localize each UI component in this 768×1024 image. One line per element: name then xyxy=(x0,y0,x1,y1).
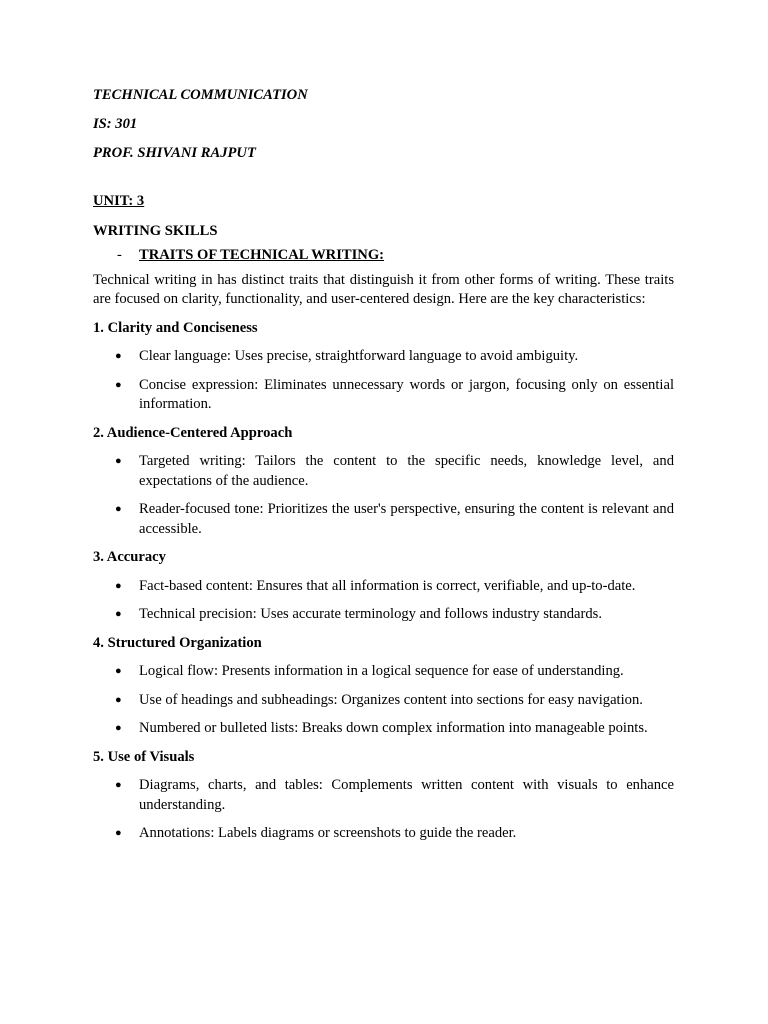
bullet-icon: ● xyxy=(115,455,122,467)
course-title: TECHNICAL COMMUNICATION xyxy=(93,87,308,103)
unit-heading: UNIT: 3 xyxy=(93,193,145,209)
list-item xyxy=(93,452,674,491)
bullet-icon: ● xyxy=(115,779,122,791)
bullet-icon: ● xyxy=(115,722,122,734)
list-item-text: Technical precision: Uses accurate terminology and follows industry standards. xyxy=(139,606,603,622)
topic-heading: WRITING SKILLS xyxy=(93,222,218,239)
professor-name: PROF. SHIVANI RAJPUT xyxy=(93,145,256,161)
trait-heading xyxy=(117,246,674,266)
bullet-list xyxy=(93,662,674,739)
bullet-list xyxy=(93,776,674,844)
course-code: IS: 301 xyxy=(93,116,138,132)
sections-container xyxy=(93,319,674,844)
list-item xyxy=(93,605,674,625)
dash-marker: - xyxy=(117,247,122,263)
section-title: 5. Use of Visuals xyxy=(93,748,195,765)
list-item-text: Concise expression: Eliminates unnecessary words or jargon, focusing only on essential information. xyxy=(139,376,674,412)
section-title: 1. Clarity and Conciseness xyxy=(93,319,258,336)
bullet-icon: ● xyxy=(115,503,122,515)
list-item-text: Diagrams, charts, and tables: Complements written content with visuals to enhance understanding. xyxy=(139,777,674,813)
intro-paragraph: Technical writing in has distinct traits that distinguish it from other forms of writing. These traits are focused on clarity, functionality, and user-centered design. Here are the key characteristics: xyxy=(93,271,674,307)
document-page xyxy=(93,86,674,853)
list-item xyxy=(93,376,674,415)
trait-title: TRAITS OF TECHNICAL WRITING: xyxy=(139,247,385,263)
bullet-icon: ● xyxy=(115,665,122,677)
bullet-icon: ● xyxy=(115,827,122,839)
list-item-text: Numbered or bulleted lists: Breaks down complex information into manageable points. xyxy=(139,720,648,736)
bullet-list xyxy=(93,577,674,625)
list-item-text: Fact-based content: Ensures that all information is correct, verifiable, and up-to-date. xyxy=(139,577,636,594)
list-item xyxy=(93,719,674,739)
list-item-text: Annotations: Labels diagrams or screenshots to guide the reader. xyxy=(139,825,517,841)
list-item-text: Use of headings and subheadings: Organizes content into sections for easy navigation. xyxy=(139,691,643,708)
list-item xyxy=(93,347,674,367)
section-title: 3. Accuracy xyxy=(93,549,166,565)
list-item xyxy=(93,662,674,682)
bullet-icon: ● xyxy=(115,378,122,391)
bullet-icon: ● xyxy=(115,579,122,592)
list-item xyxy=(93,691,674,711)
bullet-icon: ● xyxy=(115,693,122,706)
list-item-text: Logical flow: Presents information in a logical sequence for ease of understanding. xyxy=(139,663,624,679)
list-item-text: Clear language: Uses precise, straightforward language to avoid ambiguity. xyxy=(139,348,579,364)
bullet-icon: ● xyxy=(115,608,122,620)
list-item xyxy=(93,824,674,844)
list-item xyxy=(93,500,674,539)
bullet-icon: ● xyxy=(115,350,122,362)
list-item xyxy=(93,577,674,597)
section-title: 4. Structured Organization xyxy=(93,634,262,651)
list-item-text: Targeted writing: Tailors the content to the specific needs, knowledge level, and expectations of the audience. xyxy=(139,453,674,489)
section-title: 2. Audience-Centered Approach xyxy=(93,424,293,441)
list-item-text: Reader-focused tone: Prioritizes the user's perspective, ensuring the content is relevant and accessible. xyxy=(139,501,674,537)
bullet-list xyxy=(93,347,674,415)
bullet-list xyxy=(93,452,674,539)
list-item xyxy=(93,776,674,815)
